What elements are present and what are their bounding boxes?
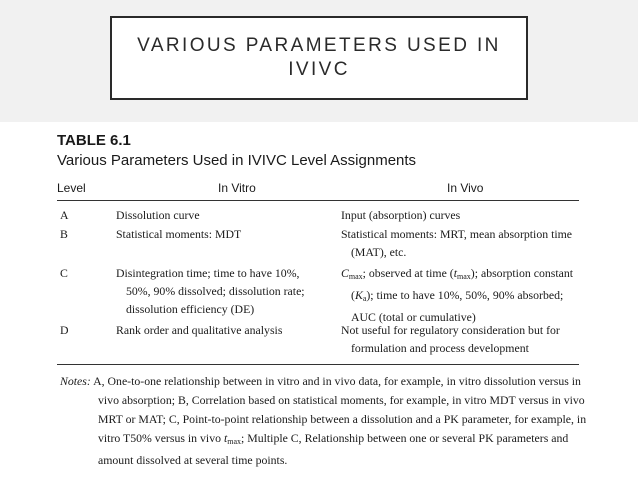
header-in-vitro: In Vitro <box>218 181 256 195</box>
row-c-in-vitro-line-2: 50%, 90% dissolved; dissolution rate; <box>126 284 305 298</box>
table-image-area <box>0 122 638 478</box>
notes-t-sub: max <box>227 437 241 446</box>
row-d-in-vivo <box>341 321 591 357</box>
notes-text-before: A, One-to-one relationship between in vitro and in vivo data, for example, in vitro dissolution versus in vivo absorption; B, Correlation based on statistical moments, for example, in vitro MDT versus in vivo MRT or MAT; C, Point-to-point relationship between a dissolution and a PK parameter, for example, in vitro T50% versus in vivo <box>90 374 587 445</box>
title-band <box>0 0 638 122</box>
header-level: Level <box>57 181 86 195</box>
slide-title: VARIOUS PARAMETERS USED IN IVIVC <box>137 35 501 80</box>
row-d-in-vivo-line-1: Not useful for regulatory consideration but for <box>341 323 560 337</box>
row-a-in-vivo: Input (absorption) curves <box>341 208 461 222</box>
notes-t: t <box>223 431 228 445</box>
row-a-level: A <box>60 208 69 222</box>
row-c-in-vivo <box>341 264 591 326</box>
row-c-in-vivo-line-3: AUC (total or cumulative) <box>351 310 476 324</box>
row-c-level: C <box>60 266 68 280</box>
row-b-in-vivo <box>341 225 591 261</box>
notes-text-after: ; Multiple C, Relationship between one or several PK parameters and amount dissolved at several time points. <box>98 431 569 467</box>
row-b-in-vivo-line-1: Statistical moments: MRT, mean absorption time <box>341 227 573 241</box>
row-c-in-vitro-line-1: Disintegration time; time to have 10%, <box>116 266 300 280</box>
table-caption: Various Parameters Used in IVIVC Level Assignments <box>57 152 417 169</box>
row-d-in-vivo-line-2: formulation and process development <box>351 341 529 355</box>
row-d-level: D <box>60 323 69 337</box>
header-in-vivo: In Vivo <box>447 181 484 195</box>
row-b-in-vitro: Statistical moments: MDT <box>116 227 242 241</box>
row-c-in-vitro-line-3: dissolution efficiency (DE) <box>126 302 255 316</box>
row-c-in-vivo-line-1: $C_{max}$; observed at time $(t_{max})$; absorption constant <box>341 266 574 281</box>
slide-title-box <box>110 16 528 100</box>
table-top-rule <box>57 200 579 201</box>
row-b-level: B <box>60 227 68 241</box>
row-d-in-vitro: Rank order and qualitative analysis <box>116 323 283 337</box>
table-label: TABLE 6.1 <box>57 132 131 149</box>
row-b-in-vivo-line-2: (MAT), etc. <box>351 245 407 259</box>
table-notes <box>60 372 590 470</box>
row-c-in-vitro <box>116 264 322 318</box>
row-c-in-vivo-line-2: $(K_a)$; time to have 10%, 50%, 90% absorbed; <box>351 288 564 303</box>
row-a-in-vitro: Dissolution curve <box>116 208 200 222</box>
notes-label: Notes: <box>60 374 91 388</box>
table-bottom-rule <box>57 364 579 365</box>
